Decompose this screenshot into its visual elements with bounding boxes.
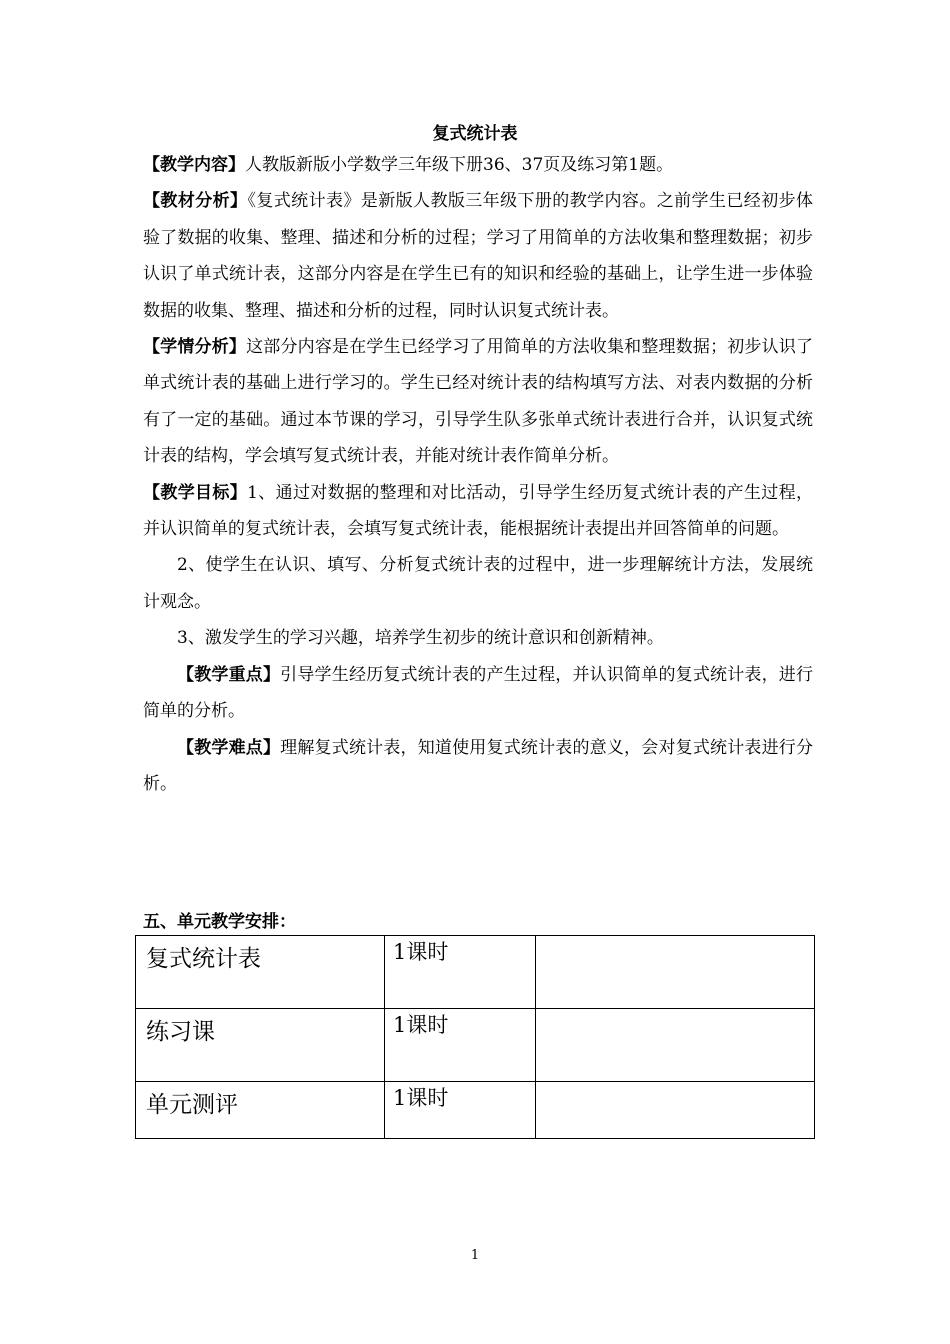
key-point-paragraph <box>143 657 813 730</box>
objective-item-2: 2、使学生在认识、填写、分析复式统计表的过程中，进一步理解统计方法，发展统计观念。 <box>143 555 813 612</box>
lesson-note-cell <box>536 1082 815 1139</box>
objective-item-3: 3、激发学生的学习兴趣，培养学生初步的统计意识和创新精神。 <box>177 628 664 649</box>
key-point-text: 引导学生经历复式统计表的产生过程，并认识简单的复式统计表，进行简单的分析。 <box>143 664 814 722</box>
lesson-name-cell: 练习课 <box>136 1009 385 1082</box>
teaching-content-text: 人教版新版小学数学三年级下册36、37页及练习第1题。 <box>245 155 674 175</box>
objectives-paragraph <box>143 475 813 548</box>
teaching-content-paragraph <box>143 147 813 183</box>
schedule-table <box>135 935 815 1139</box>
textbook-analysis-label: 【教材分析】 <box>143 191 248 212</box>
schedule-heading: 五、单元教学安排： <box>143 912 296 932</box>
teaching-content-label: 【教学内容】 <box>143 155 245 175</box>
key-point-label: 【教学重点】 <box>177 664 281 685</box>
lesson-time-cell: 1课时 <box>385 936 536 1009</box>
lesson-time-cell: 1课时 <box>385 1009 536 1082</box>
lesson-note-cell <box>536 1009 815 1082</box>
difficulty-text: 理解复式统计表，知道使用复式统计表的意义，会对复式统计表进行分析。 <box>143 737 814 794</box>
page-number: 1 <box>470 1248 480 1263</box>
lesson-name-cell: 单元测评 <box>136 1082 385 1139</box>
objectives-label: 【教学目标】 <box>143 482 248 503</box>
lesson-name-cell: 复式统计表 <box>136 936 385 1009</box>
textbook-analysis-text: 《复式统计表》是新版人教版三年级下册的教学内容。之前学生已经初步体验了数据的收集、整理、描述和分析的过程；学习了用简单的方法收集和整理数据；初步认识了单式统计表，这部分内容是在学生已有的知识和经验的基础上，让学生进一步体验数据的收集、整理、描述和分析的过程，同时认识复式统计表。 <box>143 191 814 321</box>
lesson-time-cell: 1课时 <box>385 1082 536 1139</box>
table-row <box>136 1082 815 1139</box>
difficulty-paragraph <box>143 730 813 803</box>
document-title: 复式统计表 <box>432 124 518 144</box>
document-body <box>143 147 813 802</box>
difficulty-label: 【教学难点】 <box>177 737 281 758</box>
student-analysis-paragraph <box>143 329 813 475</box>
student-analysis-text: 这部分内容是在学生已经学习了用简单的方法收集和整理数据；初步认识了单式统计表的基础上进行学习的。学生已经对统计表的结构填写方法、对表内数据的分析有了一定的基础。通过本节课的学习，引导学生队多张单式统计表进行合并，认识复式统计表的结构，学会填写复式统计表，并能对统计表作简单分析。 <box>143 337 814 467</box>
objective-item-1: 1、通过对数据的整理和对比活动，引导学生经历复式统计表的产生过程，并认识简单的复式统计表，会填写复式统计表，能根据统计表提出并回答简单的问题。 <box>143 482 814 540</box>
student-analysis-label: 【学情分析】 <box>143 337 247 358</box>
textbook-analysis-paragraph <box>143 183 813 329</box>
table-row <box>136 1009 815 1082</box>
lesson-note-cell <box>536 936 815 1009</box>
table-row <box>136 936 815 1009</box>
